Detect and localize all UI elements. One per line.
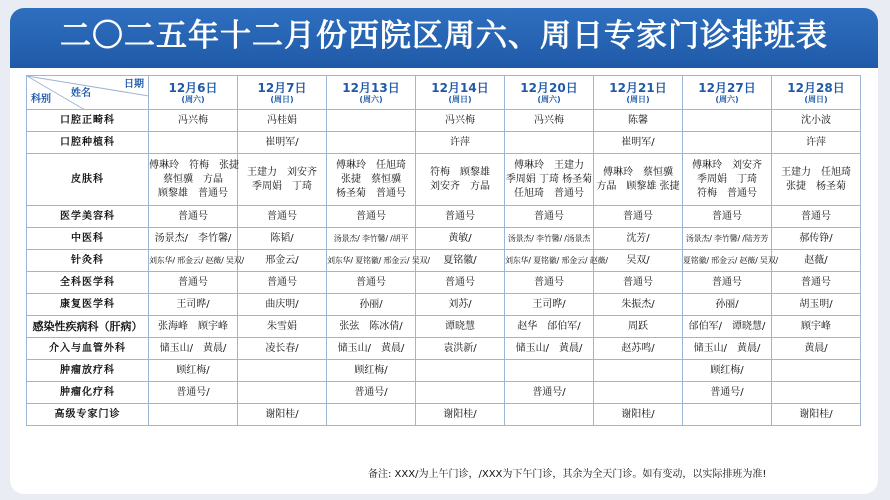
doctor-entry: 陈韬/ xyxy=(270,232,294,244)
doctor-entry: 许萍 xyxy=(806,136,826,148)
doctor-entry: 季周娟 丁琦 杨圣菊 xyxy=(505,173,593,185)
doctor-entry: 傅琳玲 任旭琦 xyxy=(336,159,406,171)
schedule-cell xyxy=(683,110,772,132)
schedule-cell xyxy=(149,154,238,206)
header-row xyxy=(27,76,861,110)
department-name: 全科医学科 xyxy=(27,272,149,294)
department-name: 康复医学科 xyxy=(27,294,149,316)
doctor-entry: 沈芳/ xyxy=(626,232,650,244)
schedule-cell xyxy=(505,228,594,250)
doctor-entry: 王司晔/ xyxy=(176,298,210,310)
schedule-cell xyxy=(772,132,861,154)
schedule-cell xyxy=(149,228,238,250)
doctor-entry: 普通号 xyxy=(623,210,653,222)
doctor-entry: 刘东华/ 邢金云/ 赵薇/ 吴双/ xyxy=(149,255,245,265)
doctor-entry: 王司晔/ xyxy=(532,298,566,310)
department-name: 介入与血管外科 xyxy=(27,338,149,360)
doctor-entry: 普通号 xyxy=(178,210,208,222)
weekday-label: (周日) xyxy=(448,94,472,104)
doctor-entry: 汤景杰/ 李竹馨/ /陆芳芳 xyxy=(685,233,769,243)
schedule-cell xyxy=(149,132,238,154)
doctor-entry: 冯兴梅 xyxy=(534,114,564,126)
schedule-cell xyxy=(238,132,327,154)
schedule-cell xyxy=(149,338,238,360)
schedule-cell xyxy=(594,338,683,360)
schedule-cell xyxy=(238,228,327,250)
doctor-entry: 普通号 xyxy=(445,276,475,288)
doctor-entry: 张弦 陈冰倩/ xyxy=(339,320,403,332)
schedule-cell xyxy=(238,110,327,132)
doctor-entry: 普通号 xyxy=(445,210,475,222)
doctor-entry: 谢阳桂/ xyxy=(443,408,477,420)
doctor-entry: 符梅 普通号 xyxy=(697,187,757,199)
doctor-entry: 黄晨/ xyxy=(804,342,828,354)
schedule-cell xyxy=(772,110,861,132)
schedule-table xyxy=(26,75,861,426)
schedule-cell xyxy=(416,338,505,360)
corner-date-label: 日期 xyxy=(124,79,144,90)
doctor-entry: 普通号/ xyxy=(354,386,388,398)
schedule-poster xyxy=(10,8,878,494)
schedule-cell xyxy=(327,206,416,228)
schedule-cell xyxy=(327,404,416,426)
doctor-entry: 张捷 杨圣菊 xyxy=(786,180,846,192)
date-label: 12月14日 xyxy=(431,80,489,95)
schedule-cell xyxy=(149,272,238,294)
doctor-entry: 傅琳玲 符梅 张捷 xyxy=(149,159,239,171)
weekday-label: (周六) xyxy=(715,94,739,104)
schedule-row xyxy=(27,206,861,228)
doctor-entry: 傅琳玲 蔡恒骥 xyxy=(603,166,673,178)
corner-cell xyxy=(27,76,149,110)
schedule-cell xyxy=(238,404,327,426)
date-label: 12月21日 xyxy=(609,80,667,95)
doctor-entry: 胡玉明/ xyxy=(799,298,833,310)
schedule-cell xyxy=(416,316,505,338)
schedule-cell xyxy=(149,294,238,316)
schedule-cell xyxy=(683,132,772,154)
doctor-entry: 蔡恒骥 方晶 xyxy=(163,173,223,185)
doctor-entry: 普通号/ xyxy=(710,386,744,398)
doctor-entry: 刘东华/ 夏铭徽/ 邢金云/ 赵薇/ xyxy=(505,255,608,265)
doctor-entry: 符梅 顾黎雄 xyxy=(430,166,490,178)
schedule-cell xyxy=(594,154,683,206)
schedule-cell xyxy=(683,360,772,382)
department-name: 皮肤科 xyxy=(27,154,149,206)
doctor-entry: 刘安齐 方晶 xyxy=(430,180,490,192)
schedule-cell xyxy=(772,404,861,426)
schedule-row xyxy=(27,360,861,382)
schedule-cell xyxy=(505,316,594,338)
date-header xyxy=(327,76,416,110)
schedule-cell xyxy=(505,154,594,206)
doctor-entry: 顾红梅/ xyxy=(354,364,388,376)
schedule-cell xyxy=(772,360,861,382)
schedule-cell xyxy=(327,132,416,154)
schedule-cell xyxy=(594,316,683,338)
schedule-cell xyxy=(238,250,327,272)
weekday-label: (周日) xyxy=(270,94,294,104)
schedule-cell xyxy=(327,272,416,294)
schedule-row xyxy=(27,316,861,338)
schedule-cell xyxy=(327,154,416,206)
doctor-entry: 谢阳桂/ xyxy=(265,408,299,420)
date-header xyxy=(238,76,327,110)
doctor-entry: 方晶 顾黎雄 张捷 xyxy=(596,180,680,192)
schedule-cell xyxy=(594,404,683,426)
corner-name-label: 姓名 xyxy=(71,88,91,99)
schedule-cell xyxy=(416,228,505,250)
schedule-cell xyxy=(327,316,416,338)
doctor-entry: 谢阳桂/ xyxy=(799,408,833,420)
doctor-entry: 郝传铮/ xyxy=(799,232,833,244)
schedule-cell xyxy=(683,294,772,316)
schedule-cell xyxy=(416,110,505,132)
schedule-cell xyxy=(683,338,772,360)
doctor-entry: 普通号 xyxy=(534,210,564,222)
schedule-cell xyxy=(505,360,594,382)
schedule-row xyxy=(27,132,861,154)
schedule-cell xyxy=(772,316,861,338)
doctor-entry: 凌长春/ xyxy=(265,342,299,354)
schedule-cell xyxy=(327,360,416,382)
schedule-cell xyxy=(327,294,416,316)
doctor-entry: 普通号 xyxy=(267,276,297,288)
weekday-label: (周六) xyxy=(181,94,205,104)
date-header xyxy=(772,76,861,110)
doctor-entry: 储玉山/ 黄晨/ xyxy=(693,342,761,354)
doctor-entry: 赵苏鸣/ xyxy=(621,342,655,354)
department-name: 肿瘤化疗科 xyxy=(27,382,149,404)
doctor-entry: 邰伯军/ 谭晓慧/ xyxy=(688,320,766,332)
schedule-cell xyxy=(238,360,327,382)
schedule-cell xyxy=(772,272,861,294)
schedule-cell xyxy=(683,404,772,426)
schedule-cell xyxy=(505,132,594,154)
doctor-entry: 张捷 蔡恒骥 xyxy=(341,173,401,185)
doctor-entry: 汤景杰/ 李竹馨/ /汤景杰 xyxy=(507,233,591,243)
doctor-entry: 傅琳玲 刘安齐 xyxy=(692,159,762,171)
doctor-entry: 普通号 xyxy=(267,210,297,222)
doctor-entry: 储玉山/ 黄晨/ xyxy=(337,342,405,354)
date-header xyxy=(594,76,683,110)
schedule-cell xyxy=(238,272,327,294)
schedule-cell xyxy=(327,110,416,132)
doctor-entry: 冯兴梅 xyxy=(178,114,208,126)
corner-dept-label: 科别 xyxy=(31,94,51,105)
schedule-cell xyxy=(327,228,416,250)
schedule-row xyxy=(27,382,861,404)
schedule-row xyxy=(27,250,861,272)
schedule-cell xyxy=(238,206,327,228)
doctor-entry: 谢阳桂/ xyxy=(621,408,655,420)
schedule-row xyxy=(27,110,861,132)
schedule-cell xyxy=(238,154,327,206)
doctor-entry: 夏铭徽/ 邢金云/ 赵薇/ 吴双/ xyxy=(683,255,779,265)
doctor-entry: 普通号/ xyxy=(176,386,210,398)
date-header xyxy=(683,76,772,110)
schedule-cell xyxy=(149,316,238,338)
date-label: 12月6日 xyxy=(168,80,218,95)
schedule-cell xyxy=(683,154,772,206)
weekday-label: (周六) xyxy=(537,94,561,104)
schedule-cell xyxy=(594,132,683,154)
schedule-cell xyxy=(505,404,594,426)
doctor-entry: 普通号 xyxy=(534,276,564,288)
doctor-entry: 孙丽/ xyxy=(715,298,739,310)
schedule-cell xyxy=(327,338,416,360)
doctor-entry: 邢金云/ xyxy=(265,254,299,266)
schedule-row xyxy=(27,338,861,360)
schedule-cell xyxy=(683,206,772,228)
schedule-cell xyxy=(149,110,238,132)
doctor-entry: 汤景杰/ 李竹馨/ xyxy=(154,232,232,244)
doctor-entry: 刘东华/ 夏铭徽/ 邢金云/ 吴双/ xyxy=(327,255,430,265)
schedule-cell xyxy=(416,206,505,228)
schedule-cell xyxy=(683,250,779,272)
schedule-row xyxy=(27,294,861,316)
doctor-entry: 季周娟 丁琦 xyxy=(252,180,312,192)
schedule-cell xyxy=(238,316,327,338)
date-label: 12月27日 xyxy=(698,80,756,95)
weekday-label: (周日) xyxy=(804,94,828,104)
schedule-cell xyxy=(772,228,861,250)
schedule-cell xyxy=(505,250,608,272)
doctor-entry: 朱雪娟 xyxy=(267,320,297,332)
schedule-cell xyxy=(772,154,861,206)
schedule-cell xyxy=(594,272,683,294)
schedule-row xyxy=(27,154,861,206)
doctor-entry: 顾红梅/ xyxy=(710,364,744,376)
department-name: 口腔正畸科 xyxy=(27,110,149,132)
doctor-entry: 杨圣菊 普通号 xyxy=(336,187,406,199)
schedule-cell xyxy=(149,360,238,382)
doctor-entry: 夏铭徽/ xyxy=(443,254,477,266)
doctor-entry: 顾宇峰 xyxy=(801,320,831,332)
schedule-cell xyxy=(683,228,772,250)
doctor-entry: 赵华 邰伯军/ xyxy=(517,320,581,332)
schedule-cell xyxy=(594,294,683,316)
doctor-entry: 崔明军/ xyxy=(265,136,299,148)
schedule-cell xyxy=(416,294,505,316)
doctor-entry: 顾黎雄 普通号 xyxy=(158,187,228,199)
doctor-entry: 刘苏/ xyxy=(448,298,472,310)
schedule-cell xyxy=(416,382,505,404)
schedule-cell xyxy=(505,206,594,228)
department-name: 高级专家门诊 xyxy=(27,404,149,426)
schedule-cell xyxy=(149,404,238,426)
doctor-entry: 黄敏/ xyxy=(448,232,472,244)
footnote: 备注: XXX/为上午门诊，/XXX为下午门诊，其余为全天门诊。如有变动，以实际排班为准! xyxy=(368,469,767,480)
schedule-cell xyxy=(772,250,861,272)
doctor-entry: 普通号 xyxy=(356,210,386,222)
doctor-entry: 傅琳玲 王建力 xyxy=(514,159,584,171)
doctor-entry: 普通号 xyxy=(801,210,831,222)
schedule-cell xyxy=(594,382,683,404)
schedule-cell xyxy=(416,360,505,382)
schedule-cell xyxy=(594,360,683,382)
schedule-cell xyxy=(149,382,238,404)
date-label: 12月7日 xyxy=(257,80,307,95)
department-name: 针灸科 xyxy=(27,250,149,272)
date-label: 12月20日 xyxy=(520,80,578,95)
schedule-cell xyxy=(505,294,594,316)
page-title: 二〇二五年十二月份西院区周六、周日专家门诊排班表 xyxy=(60,18,828,54)
doctor-entry: 汤景杰/ 李竹馨/ /胡平 xyxy=(333,233,409,243)
department-name: 感染性疾病科（肝病） xyxy=(27,316,149,338)
date-header xyxy=(416,76,505,110)
department-name: 中医科 xyxy=(27,228,149,250)
schedule-cell xyxy=(149,206,238,228)
doctor-entry: 普通号 xyxy=(356,276,386,288)
doctor-entry: 王建力 刘安齐 xyxy=(247,166,317,178)
schedule-cell xyxy=(238,294,327,316)
date-header xyxy=(505,76,594,110)
doctor-entry: 谭晓慧 xyxy=(445,320,475,332)
department-name: 医学美容科 xyxy=(27,206,149,228)
doctor-entry: 顾红梅/ xyxy=(176,364,210,376)
doctor-entry: 陈馨 xyxy=(628,114,648,126)
doctor-entry: 普通号 xyxy=(712,276,742,288)
schedule-cell xyxy=(505,382,594,404)
schedule-cell xyxy=(327,382,416,404)
schedule-cell xyxy=(505,110,594,132)
schedule-cell xyxy=(683,316,772,338)
schedule-row xyxy=(27,404,861,426)
schedule-cell xyxy=(594,228,683,250)
doctor-entry: 许萍 xyxy=(450,136,470,148)
doctor-entry: 任旭琦 普通号 xyxy=(514,187,584,199)
doctor-entry: 赵薇/ xyxy=(804,254,828,266)
doctor-entry: 季周娟 丁琦 xyxy=(697,173,757,185)
schedule-cell xyxy=(505,272,594,294)
schedule-cell xyxy=(594,110,683,132)
schedule-row xyxy=(27,228,861,250)
schedule-cell xyxy=(416,272,505,294)
doctor-entry: 普通号 xyxy=(623,276,653,288)
doctor-entry: 曲庆明/ xyxy=(265,298,299,310)
doctor-entry: 吴双/ xyxy=(626,254,650,266)
schedule-cell xyxy=(416,154,505,206)
doctor-entry: 冯桂娟 xyxy=(267,114,297,126)
title-banner xyxy=(10,8,878,68)
schedule-cell xyxy=(416,132,505,154)
doctor-entry: 沈小波 xyxy=(801,114,831,126)
doctor-entry: 普通号 xyxy=(801,276,831,288)
schedule-cell xyxy=(149,250,245,272)
doctor-entry: 朱振杰/ xyxy=(621,298,655,310)
doctor-entry: 储玉山/ 黄晨/ xyxy=(159,342,227,354)
department-name: 口腔种植科 xyxy=(27,132,149,154)
schedule-cell xyxy=(238,382,327,404)
schedule-cell xyxy=(772,338,861,360)
weekday-label: (周六) xyxy=(359,94,383,104)
doctor-entry: 储玉山/ 黄晨/ xyxy=(515,342,583,354)
doctor-entry: 王建力 任旭琦 xyxy=(781,166,851,178)
doctor-entry: 普通号/ xyxy=(532,386,566,398)
doctor-entry: 周跃 xyxy=(628,320,648,332)
schedule-cell xyxy=(772,382,861,404)
schedule-cell xyxy=(327,250,430,272)
date-label: 12月28日 xyxy=(787,80,845,95)
schedule-cell xyxy=(505,338,594,360)
schedule-cell xyxy=(683,272,772,294)
schedule-cell xyxy=(772,294,861,316)
doctor-entry: 张海峰 顾宇峰 xyxy=(158,320,228,332)
weekday-label: (周日) xyxy=(626,94,650,104)
schedule-row xyxy=(27,272,861,294)
schedule-cell xyxy=(416,404,505,426)
doctor-entry: 冯兴梅 xyxy=(445,114,475,126)
date-label: 12月13日 xyxy=(342,80,400,95)
schedule-cell xyxy=(683,382,772,404)
schedule-cell xyxy=(772,206,861,228)
doctor-entry: 普通号 xyxy=(178,276,208,288)
department-name: 肿瘤放疗科 xyxy=(27,360,149,382)
doctor-entry: 普通号 xyxy=(712,210,742,222)
doctor-entry: 袁洪新/ xyxy=(443,342,477,354)
schedule-cell xyxy=(594,206,683,228)
date-header xyxy=(149,76,238,110)
doctor-entry: 孙丽/ xyxy=(359,298,383,310)
doctor-entry: 崔明军/ xyxy=(621,136,655,148)
schedule-cell xyxy=(238,338,327,360)
